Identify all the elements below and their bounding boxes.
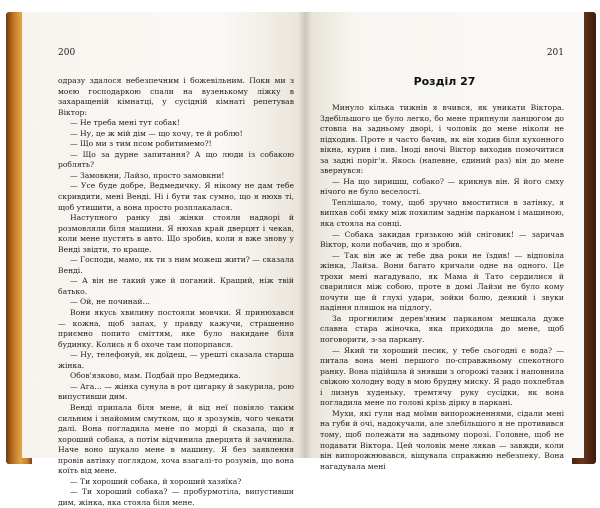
paragraph: Мухи, які гули над моїми випорожненнями, сідали мені на губи й очі, надокучали, але злебільшого я не противився тому, щоб полежати на задньому порозі. Головне, щоб не подавати Віктора. Цей чоловік мене лякав — завжди, коли він випорожнювався, віщувала справжню небезпеку. Вона нагадувала мені [320, 408, 564, 471]
right-page-text [320, 103, 564, 472]
paragraph: Обов'язково, мам. Подбай про Ведмедика. [70, 371, 241, 381]
paragraph: — Що ми з тим псом робитимемо?! [70, 139, 212, 149]
paragraph: — Усе буде добре, Ведмедичку. Я нікому не дам тебе скривдити, мені Венді. Ні і бути так сумно, що я нюхв ті, щоб утишити, а вона просто розплакалася. [58, 181, 294, 212]
paragraph: — Ти хороший собака? — пробурмотіла, випустивши дим, жінка, яка стояла біля мене. [58, 487, 294, 507]
right-page [305, 12, 584, 471]
page-number-left: 200 [58, 48, 76, 58]
left-page-text [58, 76, 294, 508]
paragraph: — Ну, це ж мій дім — що хочу, те й роблю! [70, 128, 243, 138]
paragraph: За прогнилим дерев'яним парканом мешкала дуже славна стара жіночка, яка приходила до мене, щоб поговорити, з-за паркану. [320, 313, 564, 345]
paragraph: Вони якусь хвилину постояли мовчки. Я принюхався — кожна, щоб запах, у правду кажучи, страшенно приємно попито сміттям, яке було накидане біля будинку. Колись я б охоче там попорпався. [58, 308, 294, 349]
paragraph: — Не треба мені тут собак! [70, 118, 180, 128]
chapter-title: Розділ 27 [413, 75, 476, 88]
paragraph: — Ага… — жінка сунула в рот цигарку й закурила, рою випустивши дим. [58, 381, 294, 402]
paragraph: Теплішало, тому, щоб зручно вмоститися в затінку, я випхав собі ямку між похилим заднім парканом і машиною, яка стояла на сонці. [320, 197, 564, 229]
paragraph: Минуло кілька тижнів я вчився, як уникати Віктора. Здебільшого це було легко, бо мене припнули ланцюгом до стовпа на задньому дворі, і чоловік до мене ніколи не підходив. Проте я часто бачив, як він ходив біля кухонного вікна, курив і пив. Іноді вночі Віктор виходив помочитися за задні поріг'я. Якось (напевне, єдиний раз) він до мене звернувся: [320, 103, 564, 176]
paragraph: Наступного ранку дві жінки стояли надворі й розмовляли біля машини. Я нюхав край дверцят і чекав, коли мене пустять в авто. Що зробив, коли я вже знову у Венді звідти, то краще. [58, 213, 294, 254]
paragraph: Венді припала біля мене, й від неї повіяло таким сильним і знайомим смутком, що я зрозумів, чого чекати далі. Вона погладила мене по морді й сказала, що я хороший собака, а потім відчинила дверцята й зачинила. Наче воно шукало мене в машину. Я без заявлення провів автівку поглядом, хоча взагалі-то розумів, що вона коїть від мене. [58, 402, 294, 476]
paragraph: — Який ти хороший песик, у тебе сьогодні є вода? — питала вона мені першого по-справжньому спекотного ранку. Вона підійшла й знявши з огорожі тазик і наповнила свіжою холодну воду в мою брудну миску. Я радо похлебтав і лизнув худеньку, тремтячу руку сусідки, як вона погладила мене по голові крізь дірку в паркані. [320, 345, 564, 408]
paragraph: — Собака закидав грязькою мій сніговик! — заричав Віктор, коли побачив, що я зробив. [320, 229, 564, 250]
page-number-right: 201 [546, 48, 564, 58]
left-page [22, 12, 305, 507]
paragraph: — Замовкни, Лайзо, просто замовкни! [70, 170, 225, 180]
book-gutter-shadow [298, 12, 312, 458]
paragraph: одразу здалося небезпечним і божевільним. Поки ми з моєю господаркою спали на вузенькому ліжку в захаращеній кімнатці, у сусідній кімнаті репетував Віктор: [58, 76, 294, 117]
paragraph: — А він не такий уже й поганий. Кращий, ніж твій батько. [58, 276, 294, 296]
paragraph: — Ну, телефонуй, як доїдеш, — урешті сказала старша жінка. [58, 350, 294, 370]
paragraph: — Ой, не починай… [70, 297, 151, 307]
paragraph: — Так він же ж тебе два роки не їздив! — відповіла жінка, Лайза. Вони багато кричали одне на одного. Це трохи мені нагадувало, як Мама й Тато сердилися й сварилися між собою, проте в домі Лайзи не було кому почути ще й глухі удари, зойки болю, деякий і звуки падіння пляшок на підлогу. [320, 250, 564, 313]
paragraph: — На що зиришш, собако? — крикнув він. Я його смху нічого не було веселості. [320, 176, 564, 197]
paragraph: — Що за дурне запитання? А що люди із собакою роблять? [58, 149, 294, 170]
paragraph: — Ти хороший собака, й хороший хазяїка? [70, 476, 242, 486]
paragraph: — Господи, мамо, як ти з ним можеш жити? — сказала Венді. [58, 255, 294, 275]
